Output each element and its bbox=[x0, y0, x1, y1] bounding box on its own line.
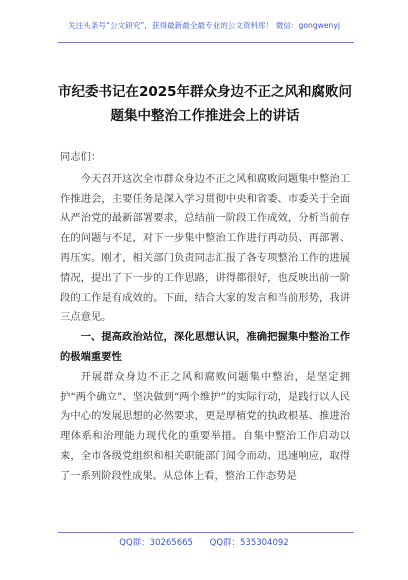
header-divider bbox=[58, 42, 354, 43]
document-body bbox=[60, 148, 350, 487]
footer bbox=[0, 536, 408, 548]
footer-divider bbox=[58, 532, 354, 533]
footer-qq-group-1[interactable]: QQ群：30265665 bbox=[119, 538, 193, 548]
document-title: 市纪委书记在2025年群众身边不正之风和腐败问题集中整治工作推进会上的讲话 bbox=[57, 84, 353, 124]
paragraph-intro: 今天召开这次全市群众身边不正之风和腐败问题集中整治工作推进会，主要任务是深入学习贯彻中央和省委、市委关于全面从严治党的最新部署要求，总结前一阶段工作成效，分析当前存在的问题与不足，对下一步集中整治工作进行再动员、再部署、再压实。刚才，相关部门负责同志汇报了各专项整治工作的进展情况，提出了下一步的工作思路，讲得都很好，也反映出前一阶段的工作是有成效的。下面，结合大家的发言和当前形势，我讲三点意见。 bbox=[60, 172, 350, 324]
salutation: 同志们： bbox=[60, 151, 102, 163]
section-heading-1: 一、提高政治站位，深化思想认识，准确把握集中整治工作的极端重要性 bbox=[60, 331, 350, 363]
footer-qq-group-2[interactable]: QQ群：535304092 bbox=[209, 538, 289, 548]
header-note: 关注头条号“公文研究”，获得最新最全最专业的公文资料库！ 微信：gongwenyj bbox=[68, 21, 340, 30]
paragraph-section-1: 开展群众身边不正之风和腐败问题集中整治，是坚定拥护“两个确立”、坚决做到“两个维护”的实际行动，是践行以人民为中心的发展思想的必然要求，更是厚植党的执政根基、推进治理体系和治理能力现代化的重要举措。自集中整治工作启动以来，全市各级党组织和相关职能部门闻令而动、迅速响应，取得了一系列阶段性成果。从总体上看，整治工作态势是 bbox=[60, 370, 350, 482]
